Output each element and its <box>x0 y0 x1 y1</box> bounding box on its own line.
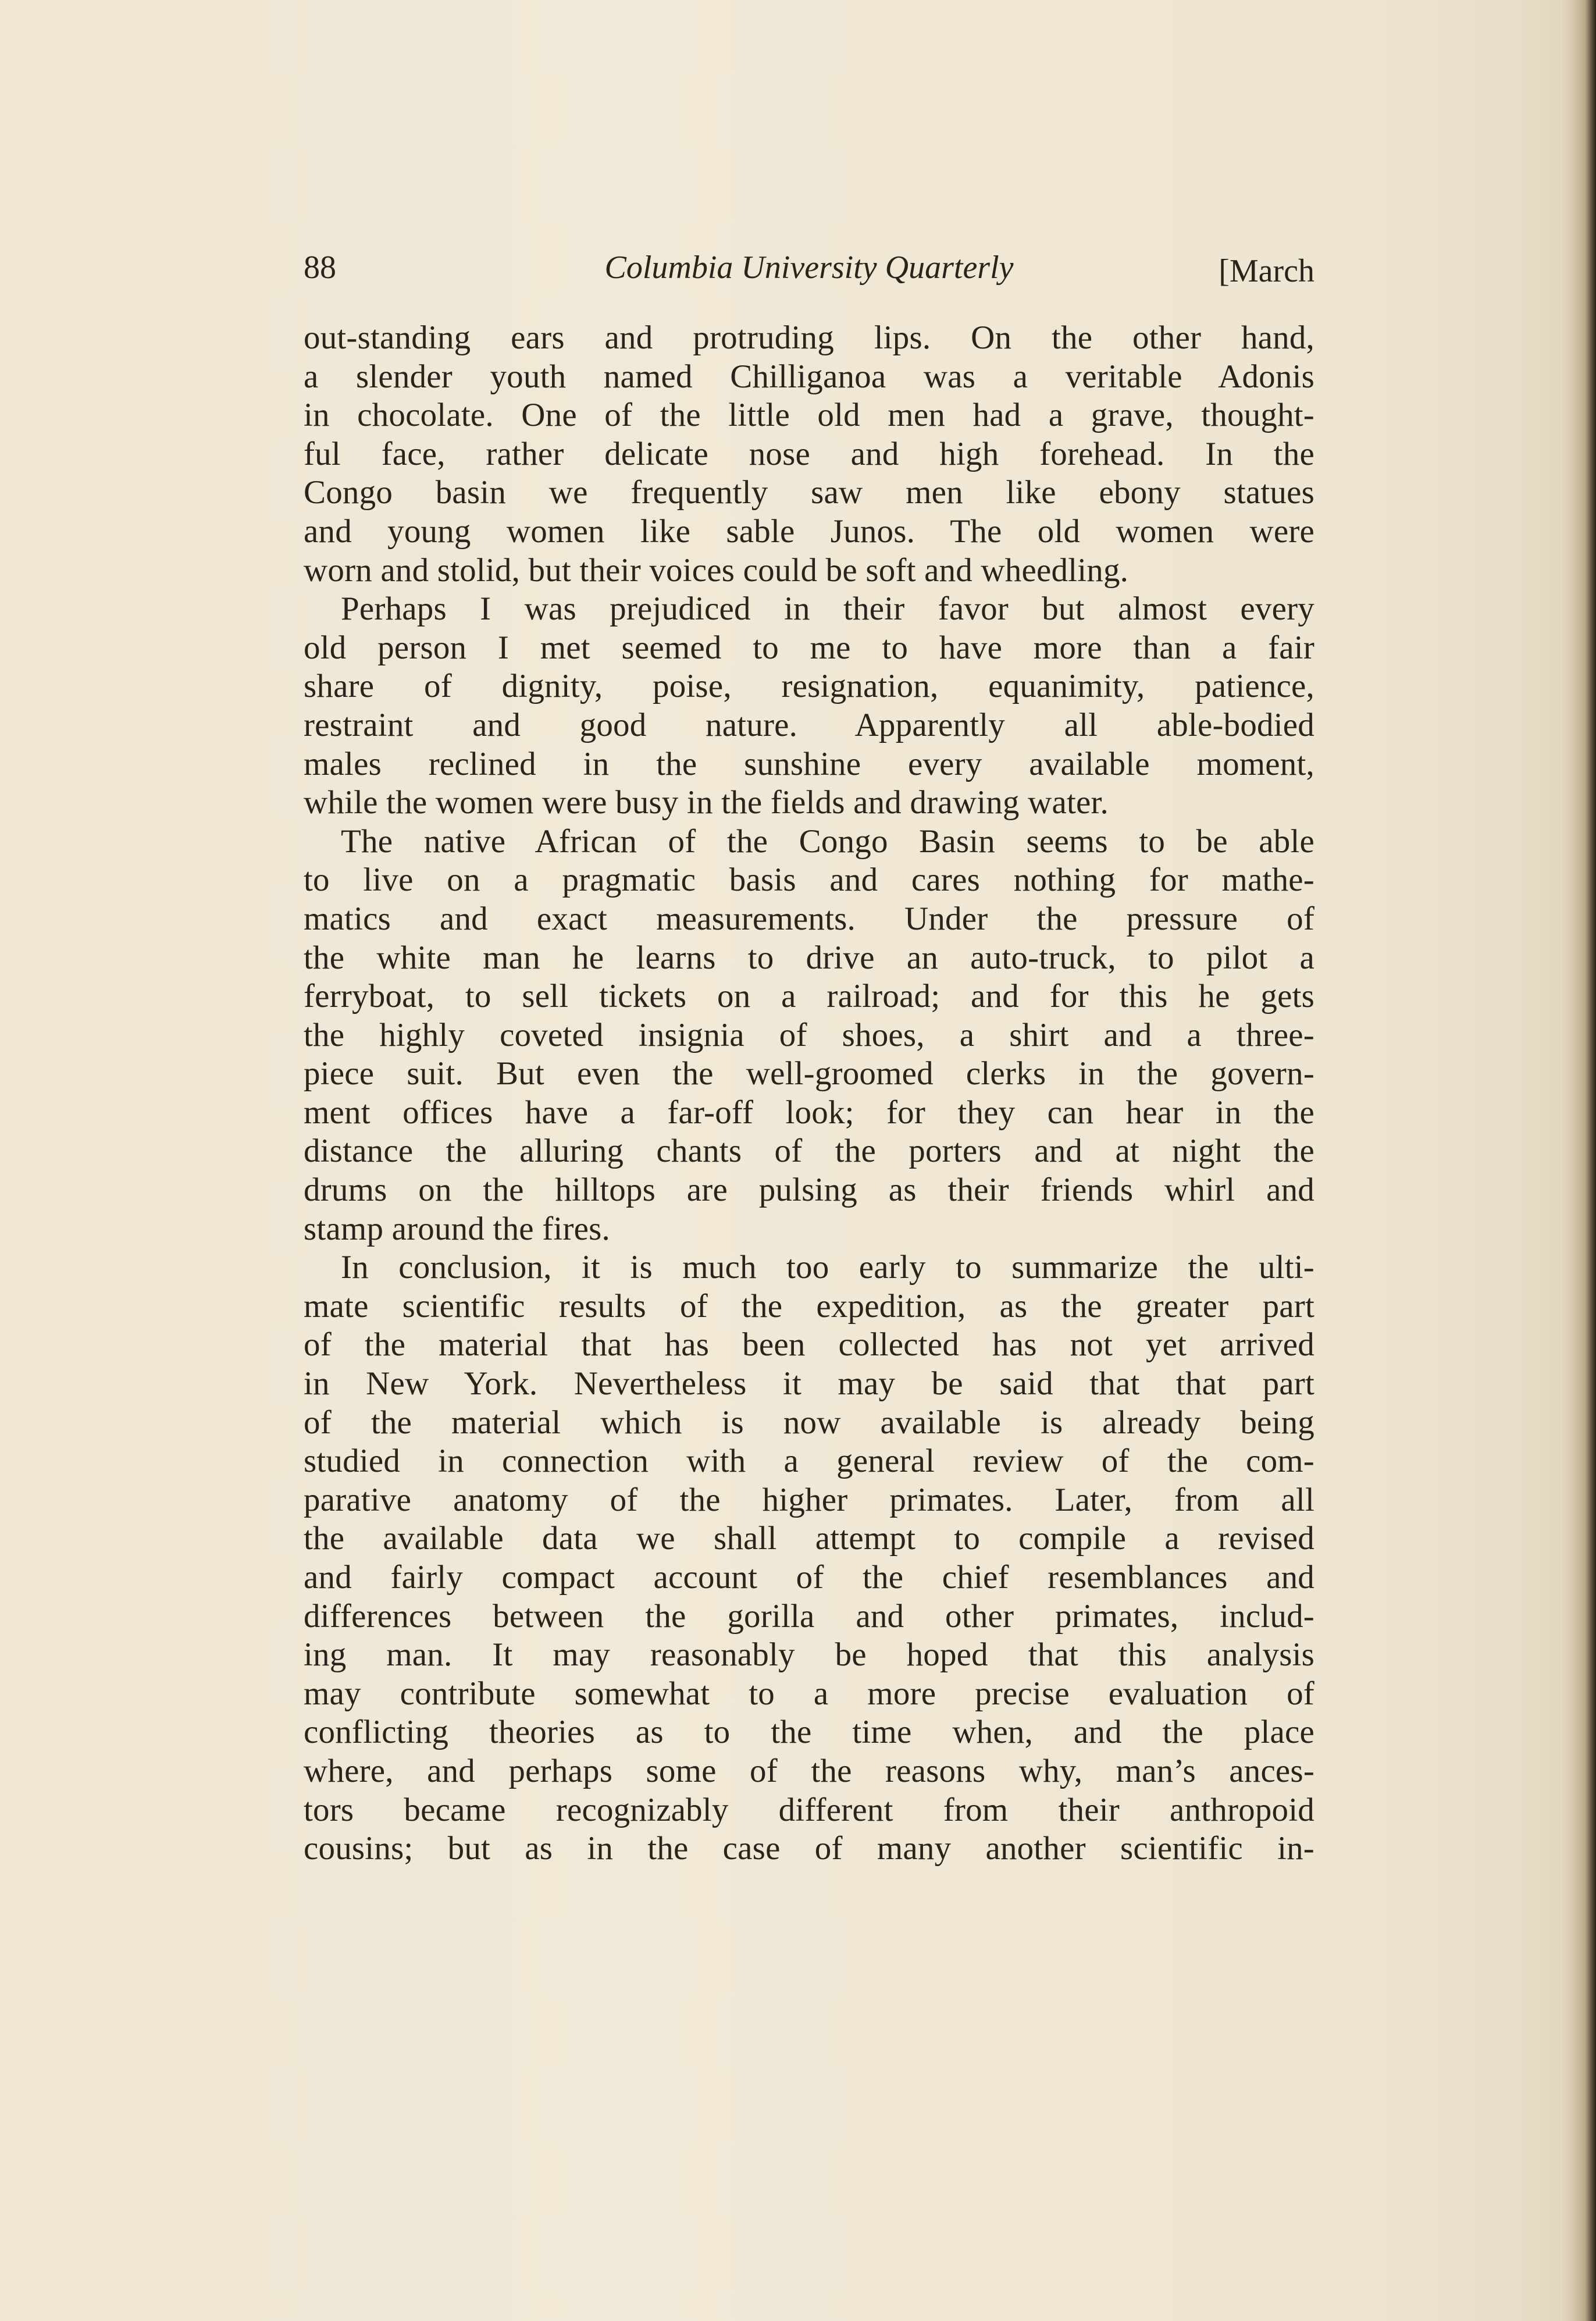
text-line: out-standing ears and protruding lips. On the other hand, <box>304 319 1314 356</box>
text-line: ment offices have a far-off look; for they can hear in the <box>304 1094 1314 1131</box>
running-header <box>304 244 1314 291</box>
binding-shadow <box>1560 0 1596 2321</box>
paragraph <box>304 1248 1314 1868</box>
text-line: males reclined in the sunshine every available moment, <box>304 745 1314 782</box>
body-text <box>304 319 1314 1868</box>
text-line: in New York. Nevertheless it may be said that that part <box>304 1365 1314 1402</box>
text-line: the white man he learns to drive an auto-truck, to pilot a <box>304 939 1314 976</box>
text-line: share of dignity, poise, resignation, equanimity, patience, <box>304 668 1314 705</box>
text-line: Congo basin we frequently saw men like ebony statues <box>304 474 1314 511</box>
text-line: and fairly compact account of the chief resemblances and <box>304 1559 1314 1596</box>
text-line: conflicting theories as to the time when, and the place <box>304 1714 1314 1751</box>
text-line: where, and perhaps some of the reasons why, man’s ances- <box>304 1752 1314 1789</box>
text-line: drums on the hilltops are pulsing as their friends whirl and <box>304 1172 1314 1209</box>
text-line: parative anatomy of the higher primates. Later, from all <box>304 1481 1314 1518</box>
text-line: In conclusion, it is much too early to summarize the ulti- <box>341 1249 1314 1286</box>
text-line: of the material that has been collected has not yet arrived <box>304 1326 1314 1364</box>
text-line: in chocolate. One of the little old men had a grave, thought- <box>304 397 1314 434</box>
paragraph <box>304 823 1314 1249</box>
text-line: stamp around the fires. <box>304 1210 610 1247</box>
text-line: mate scientific results of the expedition, as the greater part <box>304 1287 1314 1325</box>
text-line: matics and exact measurements. Under the pressure of <box>304 900 1314 937</box>
text-line: a slender youth named Chilliganoa was a veritable Adonis <box>304 358 1314 395</box>
text-line: cousins; but as in the case of many another scientific in- <box>304 1830 1314 1867</box>
text-line: piece suit. But even the well-groomed clerks in the govern- <box>304 1055 1314 1092</box>
paragraph <box>304 590 1314 823</box>
text-line: restraint and good nature. Apparently all able-bodied <box>304 706 1314 743</box>
text-line: ful face, rather delicate nose and high forehead. In the <box>304 435 1314 472</box>
page-number: 88 <box>304 250 336 286</box>
text-line: of the material which is now available is already being <box>304 1404 1314 1441</box>
text-line: and young women like sable Junos. The old women were <box>304 512 1314 550</box>
text-line: to live on a pragmatic basis and cares nothing for mathe- <box>304 862 1314 899</box>
text-line: ferryboat, to sell tickets on a railroad; and for this he gets <box>304 978 1314 1015</box>
text-line: differences between the gorilla and other primates, includ- <box>304 1597 1314 1635</box>
text-line: worn and stolid, but their voices could be soft and wheedling. <box>304 551 1129 589</box>
text-line: old person I met seemed to me to have more than a fair <box>304 629 1314 666</box>
text-line: studied in connection with a general review of the com- <box>304 1443 1314 1480</box>
text-line: tors became recognizably different from their anthropoid <box>304 1791 1314 1828</box>
text-line: distance the alluring chants of the porters and at night the <box>304 1133 1314 1170</box>
text-line: Perhaps I was prejudiced in their favor but almost every <box>341 590 1314 628</box>
paragraph <box>304 319 1314 590</box>
text-line: The native African of the Congo Basin seems to be able <box>341 823 1314 860</box>
running-date: [March <box>1219 253 1314 289</box>
text-line: while the women were busy in the fields and drawing water. <box>304 784 1109 821</box>
running-title: Columbia University Quarterly <box>604 250 1014 286</box>
text-line: ing man. It may reasonably be hoped that this analysis <box>304 1636 1314 1674</box>
text-line: the available data we shall attempt to compile a revised <box>304 1520 1314 1557</box>
text-line: the highly coveted insignia of shoes, a shirt and a three- <box>304 1016 1314 1053</box>
text-line: may contribute somewhat to a more precise evaluation of <box>304 1675 1314 1712</box>
